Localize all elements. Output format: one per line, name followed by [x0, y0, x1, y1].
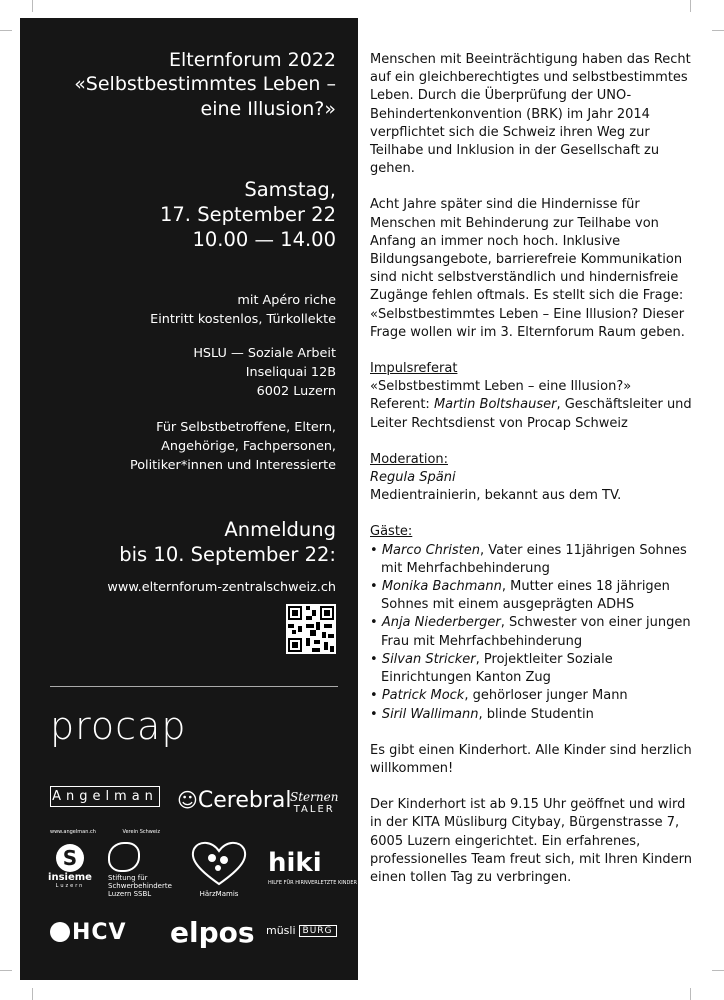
hiki-logo: hiki HILFE FÜR HIRNVERLETZTE KINDER — [268, 848, 357, 886]
event-date: Samstag, 17. September 22 10.00 — 14.00 — [159, 178, 336, 251]
qr-code[interactable] — [286, 604, 336, 654]
muesliburg-logo: müsli BURG — [266, 924, 337, 937]
guests-heading: Gäste: — [370, 524, 413, 540]
impulse-heading: Impulsreferat — [370, 361, 458, 377]
event-location: HSLU — Soziale Arbeit Inseliquai 12B 6002 Luzern — [193, 346, 336, 400]
crop-mark — [690, 0, 691, 12]
sternentaler-logo: Sternen TALER — [290, 790, 339, 815]
website-link[interactable]: www.elternforum-zentralschweiz.ch — [107, 580, 336, 595]
insieme-icon: S — [56, 844, 84, 872]
impulse-section: Impulsreferat «Selbstbestimmt Leben – eine Illusion?» Referent: Martin Boltshauser, Geschäftsleiter und Leiter Rechtsdienst von Procap Schweiz — [370, 361, 692, 431]
event-title: Elternforum 2022 «Selbstbestimmtes Leben – eine Illusion?» — [74, 49, 336, 120]
crop-mark — [712, 30, 724, 31]
kinderhort-details: Der Kinderhort ist ab 9.15 Uhr geöffnet und wird in der KITA Müsliburg Citybay, Bürgenstrasse 7, 6005 Luzern eingerichtet. Ein erfahrenes, professionelles Team freut sich, mit Ihren Kindern einen tollen Tag zu verbringen. — [370, 797, 692, 885]
haerzmamis-logo: HärzMamis — [188, 838, 250, 898]
heart-icon — [188, 838, 250, 888]
cerebral-icon: ☺ — [177, 788, 198, 812]
list-item: • Anja Niederberger, Schwester von einer jungen Frau mit Mehrfachbehinderung — [370, 615, 691, 649]
info-panel — [20, 18, 358, 980]
angelman-logo: Angelman www.angelman.ch Verein Schweiz — [50, 786, 160, 835]
hcv-logo: HCV — [50, 920, 127, 945]
context-paragraph: Acht Jahre später sind die Hindernisse für Menschen mit Behinderung zur Teilhabe von Anfang an immer noch hoch. Inklusive Bildungsangebote, barrierefreie Kommunikation sind nicht selbstverständlich und hindernisfreie Zugänge fehlen oftmals. Es stellt sich die Frage: «Selbstbestimmtes Leben – Eine Illusion? Dieser Frage wollen wir im 3. Elternforum Raum geben. — [370, 197, 685, 340]
crop-mark — [0, 970, 12, 971]
insieme-logo: S insieme Luzern — [48, 846, 92, 889]
crop-mark — [32, 0, 33, 12]
guests-section — [370, 523, 696, 723]
intro-paragraph: Menschen mit Beeinträchtigung haben das Recht auf ein gleichberechtigtes und selbstbestimmtes Leben. Durch die Überprüfung der UNO-Behindertenkonvention (BRK) im Jahr 2014 verpflichtet sich die Schweiz ihren Weg zur Teilhabe und Inklusion in der Gesellschaft zu gehen. — [370, 52, 691, 177]
ssbl-logo: Stiftung für Schwerbehinderte Luzern SSBL — [108, 842, 172, 898]
speaker-name: Martin Boltshauser — [433, 397, 557, 413]
crop-mark — [0, 30, 12, 31]
event-audience: Für Selbstbetroffene, Eltern, Angehörige, Fachpersonen, Politiker*innen und Interessierte — [129, 420, 336, 474]
moderation-heading: Moderation: — [370, 451, 449, 467]
procap-logo: procap — [50, 704, 187, 748]
divider — [50, 686, 338, 687]
registration-heading: Anmeldung bis 10. September 22: — [119, 518, 336, 566]
elpos-logo: elpos — [170, 916, 255, 949]
cerebral-logo: ☺Cerebral — [177, 788, 292, 813]
crop-mark — [690, 988, 691, 1000]
crop-mark — [712, 970, 724, 971]
impulse-title: «Selbstbestimmt Leben – eine Illusion?» — [370, 379, 632, 395]
list-item: • Patrick Mock, gehörloser junger Mann — [370, 688, 628, 704]
ssbl-icon — [108, 842, 140, 872]
list-item: • Siril Wallimann, blinde Studentin — [370, 706, 594, 722]
list-item: • Marco Christen, Vater eines 11jährigen Sohnes mit Mehrfachbehinderung — [370, 542, 687, 576]
crop-mark — [32, 988, 33, 1000]
hcv-icon — [50, 922, 70, 942]
event-info: mit Apéro riche Eintritt kostenlos, Türkollekte — [150, 293, 336, 328]
kinderhort-paragraph: Es gibt einen Kinderhort. Alle Kinder sind herzlich willkommen! — [370, 742, 692, 776]
list-item: • Silvan Stricker, Projektleiter Soziale Einrichtungen Kanton Zug — [370, 651, 613, 686]
moderation-section: Moderation: Regula Späni Medientrainierin, bekannt aus dem TV. — [370, 451, 622, 504]
description-column — [370, 51, 696, 905]
list-item: • Monika Bachmann, Mutter eines 18 jährigen Sohnes mit einem ausgeprägten ADHS — [370, 579, 670, 613]
moderator-name: Regula Späni — [370, 470, 456, 486]
guest-list — [370, 542, 696, 724]
